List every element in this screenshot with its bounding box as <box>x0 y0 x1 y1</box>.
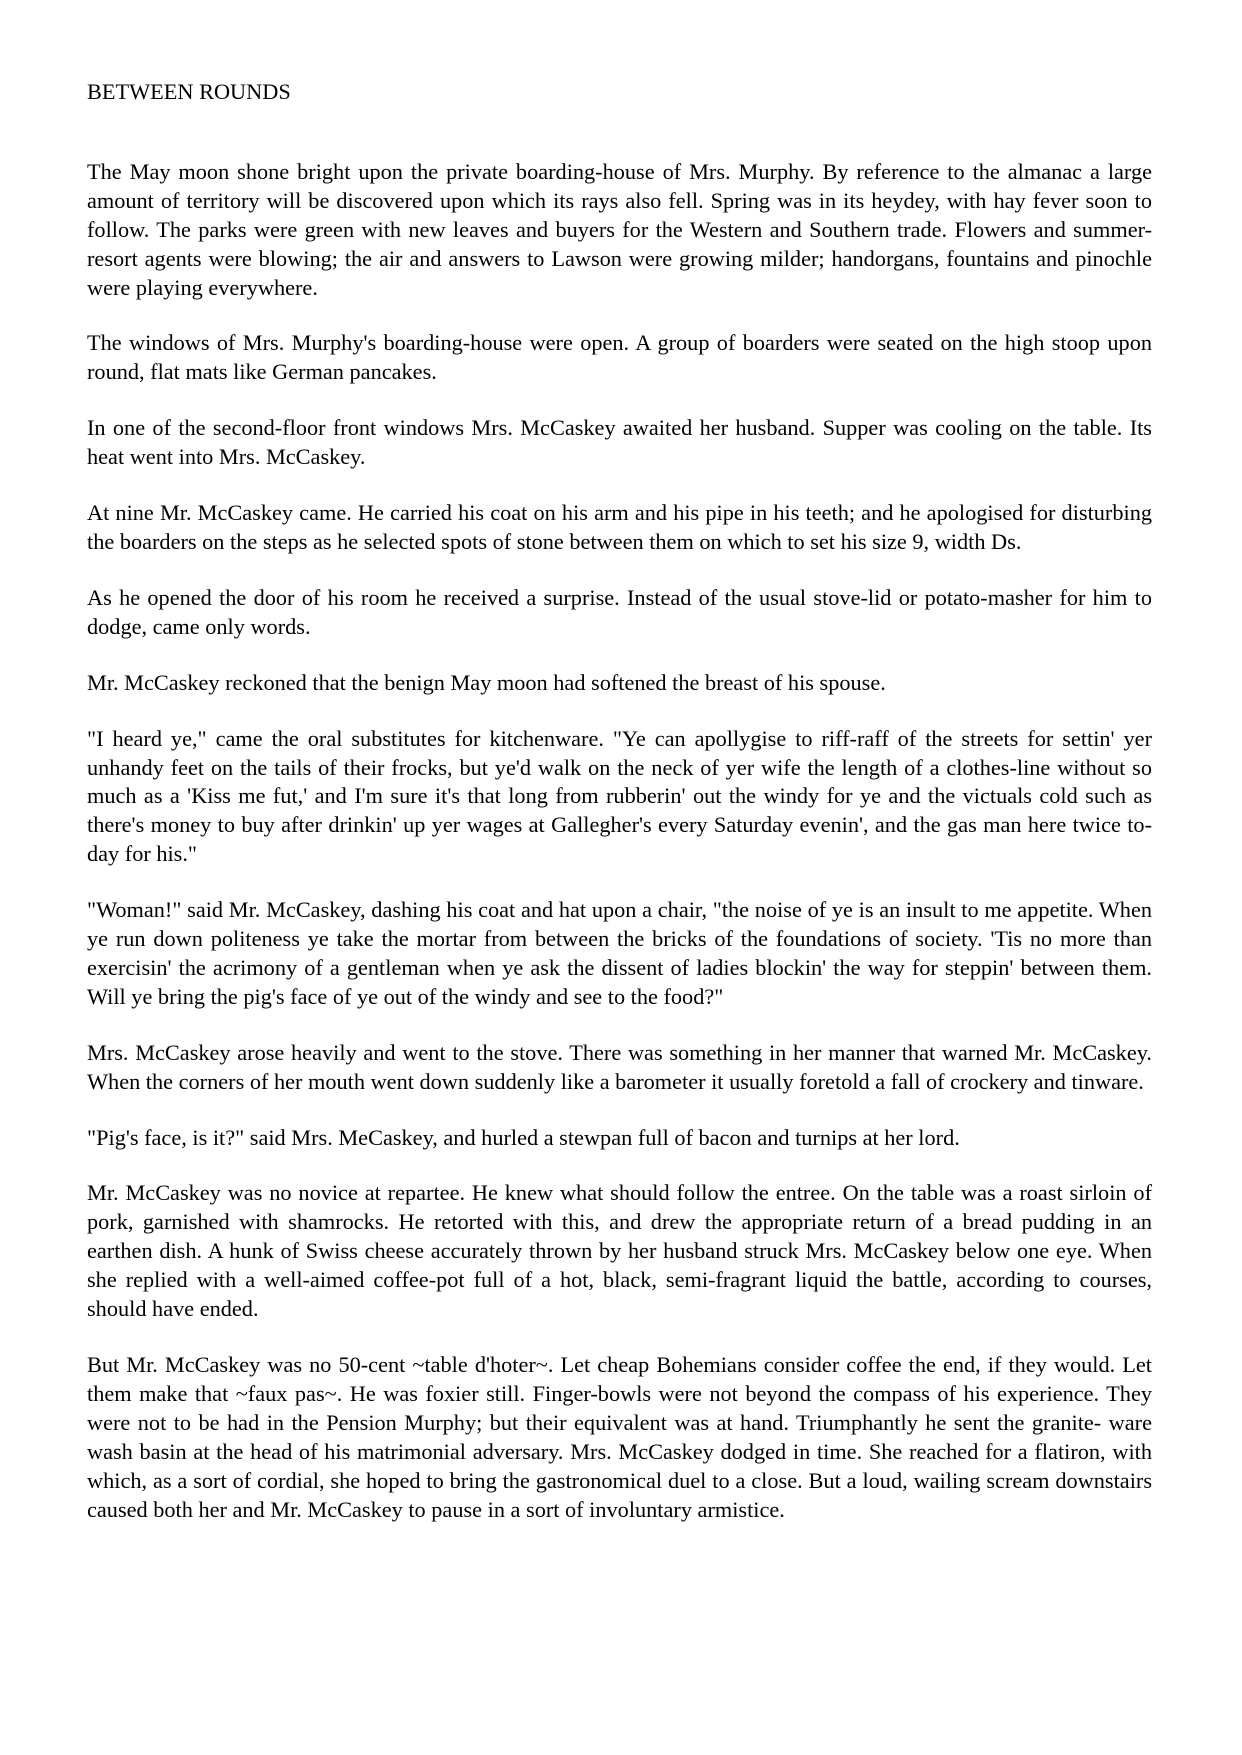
paragraph-10: "Pig's face, is it?" said Mrs. MeCaskey, and hurled a stewpan full of bacon and turnips at her lord. <box>87 1124 960 1150</box>
paragraph-3: In one of the second-floor front windows Mrs. McCaskey awaited her husband. Supper was cooling on the table. Its heat went into Mrs. McCaskey. <box>87 415 1152 470</box>
paragraph-6: Mr. McCaskey reckoned that the benign May moon had softened the breast of his spouse. <box>87 669 886 695</box>
paragraph-5: As he opened the door of his room he received a surprise. Instead of the usual stove-lid or potato-masher for him to dodge, came only words. <box>87 584 1152 639</box>
paragraph-9: Mrs. McCaskey arose heavily and went to the stove. There was something in her manner that warned Mr. McCaskey. When the corners of her mouth went down suddenly like a barometer it usually foretold a fall of crockery and tinware. <box>87 1039 1152 1094</box>
paragraph-7: "I heard ye," came the oral substitutes for kitchenware. "Ye can apollygise to riff-raff of the streets for settin' yer unhandy feet on the tails of their frocks, but ye'd walk on the neck of yer wife the length of a clothes-line without so much as a 'Kiss me fut,' and I'm sure it's that long from rubberin' out the windy for ye and the victuals cold such as there's money to buy after drinkin' up yer wages at Gallegher's every Saturday evenin', and the gas man here twice to-day for his." <box>87 725 1152 867</box>
document-page <box>87 78 1152 1551</box>
paragraph-11: Mr. McCaskey was no novice at repartee. He knew what should follow the entree. On the table was a roast sirloin of pork, garnished with shamrocks. He retorted with this, and drew the appropriate return of a bread pudding in an earthen dish. A hunk of Swiss cheese accurately thrown by her husband struck Mrs. McCaskey below one eye. When she replied with a well-aimed coffee-pot full of a hot, black, semi-fragrant liquid the battle, according to courses, should have ended. <box>87 1180 1152 1322</box>
paragraph-4: At nine Mr. McCaskey came. He carried his coat on his arm and his pipe in his teeth; and he apologised for disturbing the boarders on the steps as he selected spots of stone between them on which to set his size 9, width Ds. <box>87 500 1152 554</box>
paragraph-12: But Mr. McCaskey was no 50-cent ~table d'hoter~. Let cheap Bohemians consider coffee the end, if they would. Let them make that ~faux pas~. He was foxier still. Finger-bowls were not beyond the compass of his experience. They were not to be had in the Pension Murphy; but their equivalent was at hand. Triumphantly he sent the granite- ware wash basin at the head of his matrimonial adversary. Mrs. McCaskey dodged in time. She reached for a flatiron, with which, as a sort of cordial, she hoped to bring the gastronomical duel to a close. But a loud, wailing scream downstairs caused both her and Mr. McCaskey to pause in a sort of involuntary armistice. <box>87 1352 1152 1522</box>
paragraph-8: "Woman!" said Mr. McCaskey, dashing his coat and hat upon a chair, "the noise of ye is an insult to me appetite. When ye run down politeness ye take the mortar from between the bricks of the foundations of society. 'Tis no more than exercisin' the acrimony of a gentleman when ye ask the dissent of ladies blockin' the way for steppin' between them. Will ye bring the pig's face of ye out of the windy and see to the food?" <box>87 897 1152 1009</box>
paragraph-1: The May moon shone bright upon the private boarding-house of Mrs. Murphy. By reference to the almanac a large amount of territory will be discovered upon which its rays also fell. Spring was in its heydey, with hay fever soon to follow. The parks were green with new leaves and buyers for the Western and Southern trade. Flowers and summer-resort agents were blowing; the air and answers to Lawson were growing milder; handorgans, fountains and pinochle were playing everywhere. <box>87 158 1152 300</box>
paragraph-2: The windows of Mrs. Murphy's boarding-house were open. A group of boarders were seated on the high stoop upon round, flat mats like German pancakes. <box>87 330 1152 385</box>
story-title: BETWEEN ROUNDS <box>87 79 291 104</box>
